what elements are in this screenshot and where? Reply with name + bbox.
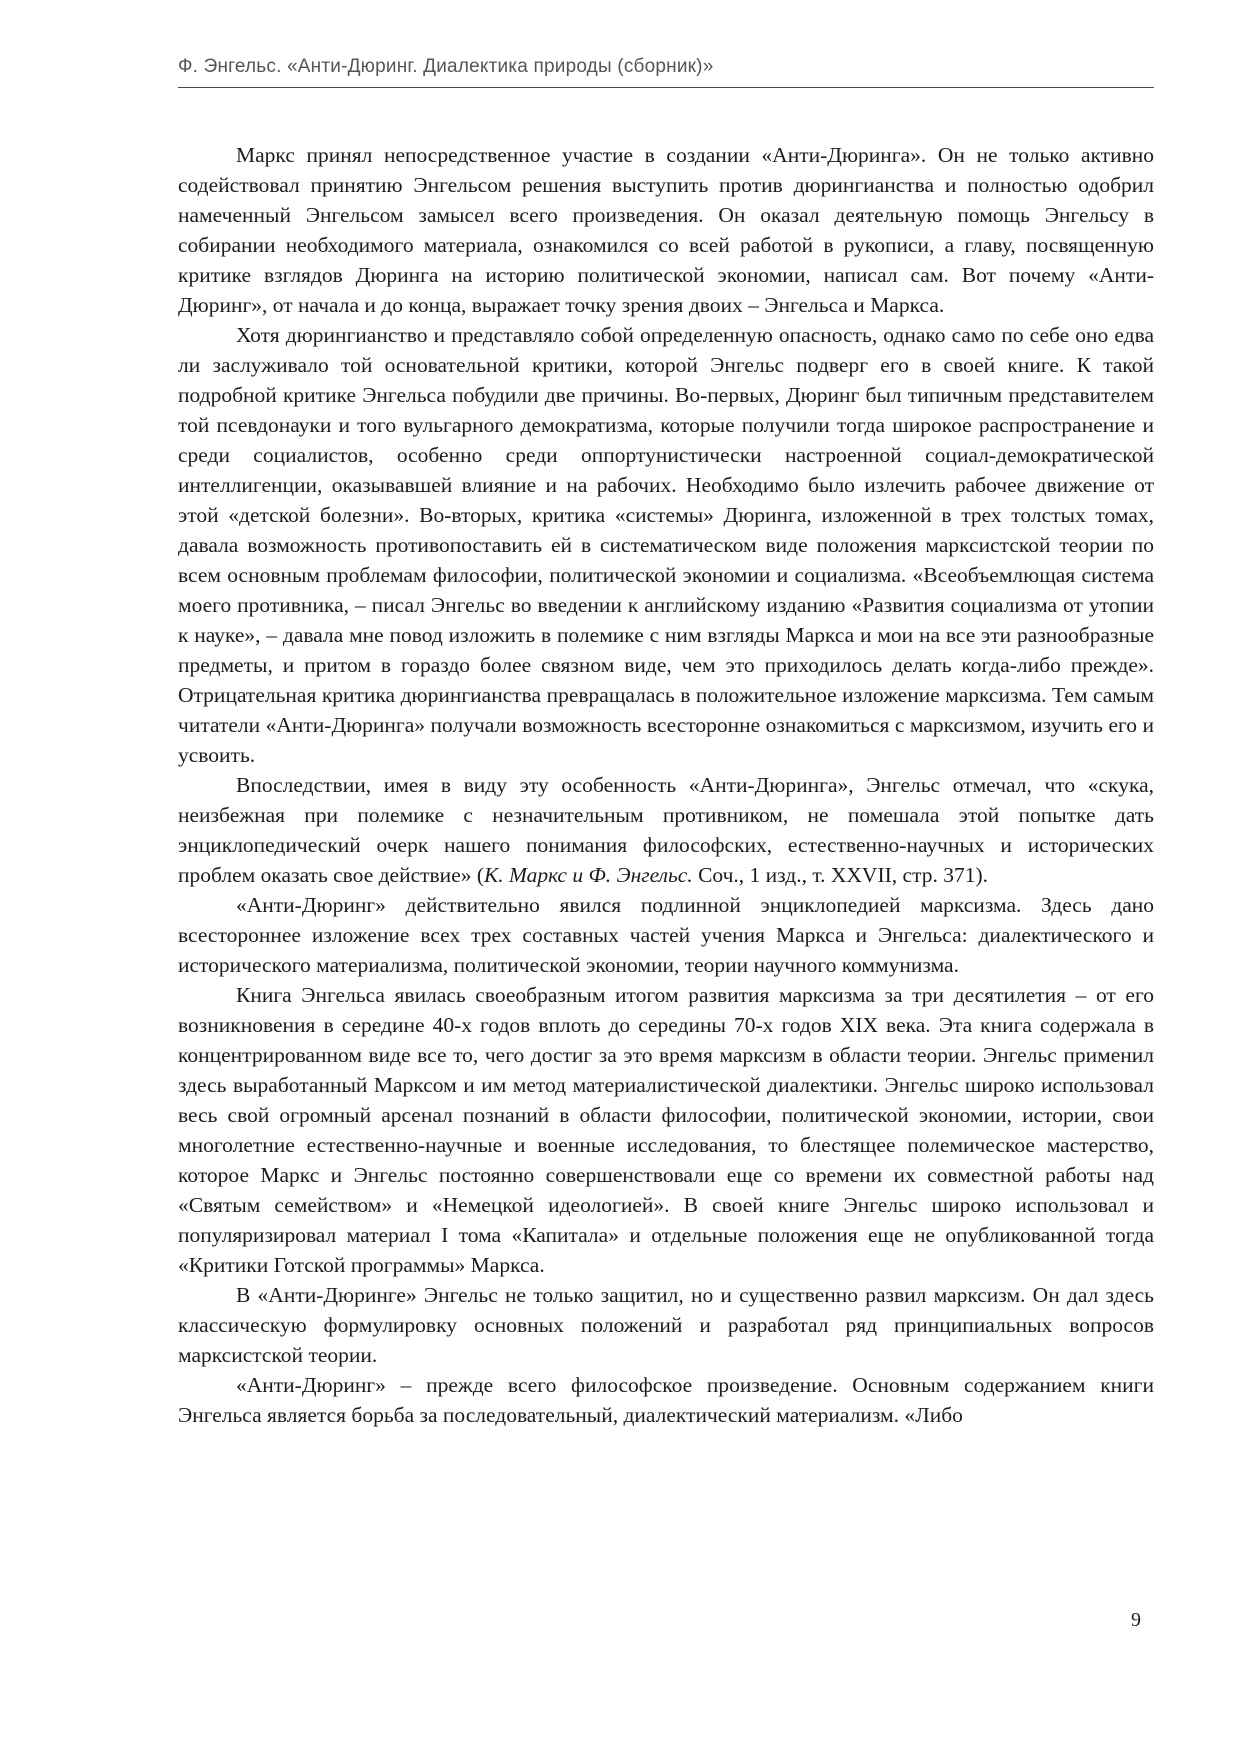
paragraph-2: Хотя дюрингианство и представляло собой определенную опасность, однако само по себе оно едва ли заслуживало той основательной критики, которой Энгельс подверг его в своей книге. К такой подробной критике Энгельса побудили две причины. Во-первых, Дюринг был типичным представителем той псевдонауки и того вульгарного демократизма, которые получили тогда широкое распространение и среди социалистов, особенно среди оппортунистически настроенной социал-демократической интеллигенции, оказывавшей влияние и на рабочих. Необходимо было излечить рабочее движение от этой «детской болезни». Во-вторых, критика «системы» Дюринга, изложенной в трех толстых томах, давала возможность противопоставить ей в систематическом виде положения марксистской теории по всем основным проблемам философии, политической экономии и социализма. «Всеобъемлющая система моего противника, – писал Энгельс во введении к английскому изданию «Развития социализма от утопии к науке», – давала мне повод изложить в полемике с ним взгляды Маркса и мои на все эти разнообразные предметы, и притом в гораздо более связном виде, чем это приходилось делать когда-либо прежде». Отрицательная критика дюрингианства превращалась в положительное изложение марксизма. Тем самым читатели «Анти-Дюринга» получали возможность всесторонне ознакомиться с марксизмом, изучить его и усвоить.	[178, 323, 1154, 767]
page-body	[178, 140, 1154, 1430]
paragraph-3-text: Впоследствии, имея в виду эту особенность «Анти-Дюринга», Энгельс отмечал, что «скука, неизбежная при полемике с незначительным противником, не помешала этой попытке дать энциклопедический очерк нашего понимания философских, естественно-научных и исторических проблем оказать свое действие» (	[178, 773, 1154, 887]
page-number: 9	[1131, 1609, 1141, 1631]
paragraph-1: Маркс принял непосредственное участие в создании «Анти-Дюринга». Он не только активно содействовал принятию Энгельсом решения выступить против дюрингианства и полностью одобрил намеченный Энгельсом замысел всего произведения. Он оказал деятельную помощь Энгельсу в собирании необходимого материала, ознакомился со всей работой в рукописи, а главу, посвященную критике взглядов Дюринга на историю политической экономии, написал сам. Вот почему «Анти-Дюринг», от начала и до конца, выражает точку зрения двоих – Энгельса и Маркса.	[178, 143, 1154, 317]
header-divider	[178, 87, 1154, 88]
paragraph-4: «Анти-Дюринг» действительно явился подлинной энциклопедией марксизма. Здесь дано всестороннее изложение всех трех составных частей учения Маркса и Энгельса: диалектического и исторического материализма, политической экономии, теории научного коммунизма.	[178, 893, 1154, 977]
paragraph-6: В «Анти-Дюринге» Энгельс не только защитил, но и существенно развил марксизм. Он дал здесь классическую формулировку основных положений и разработал ряд принципиальных вопросов марксистской теории.	[178, 1283, 1154, 1367]
paragraph-7: «Анти-Дюринг» – прежде всего философское произведение. Основным содержанием книги Энгельса является борьба за последовательный, диалектический материализм. «Либо	[178, 1373, 1154, 1427]
running-header: Ф. Энгельс. «Анти-Дюринг. Диалектика природы (сборник)»	[178, 56, 714, 77]
citation-source: Соч., 1 изд., т. XXVII, стр. 371).	[692, 863, 989, 887]
paragraph-5: Книга Энгельса явилась своеобразным итогом развития марксизма за три десятилетия – от его возникновения в середине 40-х годов вплоть до середины 70-х годов XIX века. Эта книга содержала в концентрированном виде все то, чего достиг за это время марксизм в области теории. Энгельс применил здесь выработанный Марксом и им метод материалистической диалектики. Энгельс широко использовал весь свой огромный арсенал познаний в области философии, политической экономии, истории, свои многолетние естественно-научные и военные исследования, то блестящее полемическое мастерство, которое Маркс и Энгельс постоянно совершенствовали еще со времени их совместной работы над «Святым семейством» и «Немецкой идеологией». В своей книге Энгельс широко использовал и популяризировал материал I тома «Капитала» и отдельные положения еще не опубликованной тогда «Критики Готской программы» Маркса.	[178, 983, 1154, 1277]
paragraph-3	[178, 770, 1154, 890]
citation-authors: К. Маркс и Ф. Энгельс.	[484, 863, 693, 887]
